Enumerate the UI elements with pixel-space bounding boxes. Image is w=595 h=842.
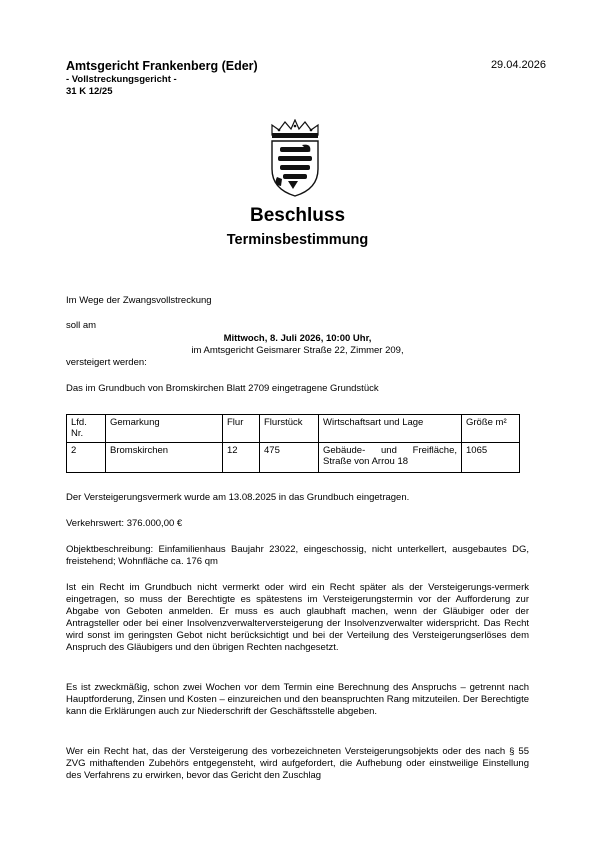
paragraph-conflicting-rights: Wer ein Recht hat, das der Versteigerung des vorbezeichneten Versteigerungsobjekts oder des nach § 55 ZVG mithaftenden Zubehörs entgegensteht, wird aufgefordert, die Aufhebung oder einstweilige Einstellung des Verfahrens zu erwirken, bevor das Gericht den Zuschlag [66, 746, 529, 781]
file-number: 31 K 12/25 [66, 86, 113, 97]
table-cell: 475 [260, 443, 319, 473]
intro-line-2: soll am [66, 320, 97, 331]
verkehrswert-text: Verkehrswert: 376.000,00 € [66, 518, 183, 529]
table-header-cell: Lfd. Nr. [67, 415, 106, 443]
court-department: - Vollstreckungsgericht - [66, 74, 177, 85]
table-cell: Gebäude- und Freifläche, Straße von Arrou 18 [319, 443, 462, 473]
table-cell: 1065 [462, 443, 520, 473]
document-subtitle: Terminsbestimmung [226, 232, 369, 248]
auction-location: im Amtsgericht Geismarer Straße 22, Zimmer 209, [191, 345, 404, 356]
table-header-cell: Wirtschaftsart und Lage [319, 415, 462, 443]
paragraph-claim-calculation: Es ist zweckmäßig, schon zwei Wochen vor dem Termin eine Berechnung des Anspruchs – getrennt nach Hauptforderung, Zinsen und Kosten – einzureichen und den beanspruchten Rang mitzuteilen. Der Berechtigte kann die Erklärungen auch zur Niederschrift der Geschäftsstelle abgeben. [66, 682, 529, 717]
table-header-cell: Gemarkung [106, 415, 223, 443]
paragraph-rights-registration: Ist ein Recht im Grundbuch nicht vermerkt oder wird ein Recht später als der Versteigerungs-vermerk eingetragen, so muss der Berechtigte es spätestens im Versteigerungstermin vor der Aufforderung zur Abgabe von Geboten anmelden. Er muss es auch glaubhaft machen, wenn der Gläubiger oder der Antragsteller oder bei einer Insolvenzverwalterversteigerung der Insolvenzverwalter widerspricht. Das Recht wird sonst im geringsten Gebot nicht berücksichtigt und bei der Verteilung des Versteigerungserlöses dem Anspruch des Gläubigers und den übrigen Rechten nachgesetzt. [66, 582, 529, 653]
intro-line-3: versteigert werden: [66, 357, 147, 368]
table-header-row [67, 415, 520, 443]
table-header-cell: Flur [223, 415, 260, 443]
vermerk-text: Der Versteigerungsvermerk wurde am 13.08.2025 in das Grundbuch eingetragen. [66, 492, 410, 503]
property-table [66, 414, 520, 473]
table-cell: Bromskirchen [106, 443, 223, 473]
table-cell: 12 [223, 443, 260, 473]
court-header [66, 59, 366, 98]
auction-datetime: Mittwoch, 8. Juli 2026, 10:00 Uhr, [223, 333, 372, 344]
table-cell: 2 [67, 443, 106, 473]
table-header-cell: Flurstück [260, 415, 319, 443]
table-header-cell: Größe m² [462, 415, 520, 443]
intro-line-1: Im Wege der Zwangsvollstreckung [66, 295, 212, 306]
document-date: 29.04.2026 [490, 59, 546, 71]
court-name: Amtsgericht Frankenberg (Eder) [66, 59, 258, 73]
hessen-coat-of-arms-icon [268, 119, 322, 197]
table-row [67, 443, 520, 473]
document-title: Beschluss [249, 205, 346, 226]
object-intro: Das im Grundbuch von Bromskirchen Blatt 2709 eingetragene Grundstück [66, 383, 379, 394]
object-description: Objektbeschreibung: Einfamilienhaus Baujahr 23022, eingeschossig, nicht unterkellert, ausgebautes DG, freistehend; Wohnfläche ca. 176 qm [66, 544, 529, 567]
